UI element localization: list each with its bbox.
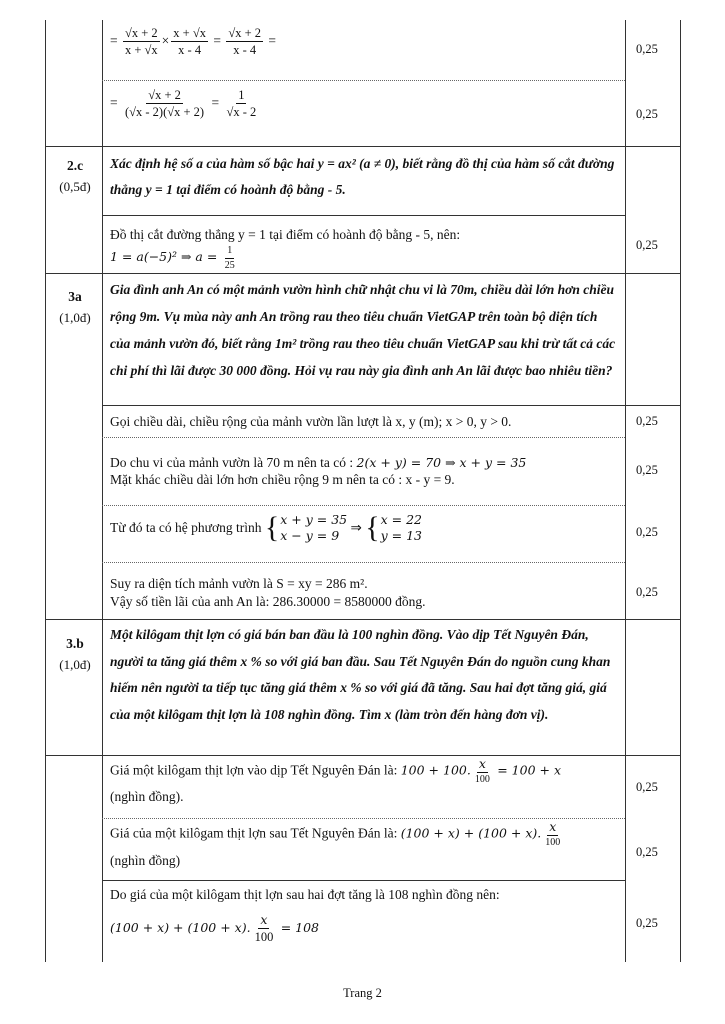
answer-step: Giá một kilôgam thịt lợn vào dịp Tết Nguyên Đán là: 100 + 100. $\frac{x}{100}$ = 100 + x bbox=[110, 756, 561, 786]
answer-step: Do chu vi của mảnh vườn là 70 m nên ta có : 2(x + y) = 70 ⇒ x + y = 35 bbox=[110, 455, 527, 470]
question-label bbox=[44, 287, 106, 328]
fraction: $\frac{1}{25}$ bbox=[224, 245, 235, 271]
fraction: $\frac{x}{100}$ bbox=[545, 819, 561, 849]
score: 0,25 bbox=[636, 845, 658, 859]
section-divider bbox=[45, 146, 681, 147]
score: 0,25 bbox=[636, 42, 658, 56]
answer-step: Suy ra diện tích mảnh vườn là S = xy = 286 m². bbox=[110, 576, 368, 591]
answer-unit: (nghìn đồng). bbox=[110, 789, 184, 804]
answer-math: 1 = a(−5)² ⇒ a = $\frac{1}{25}$ bbox=[110, 245, 235, 271]
answer-unit: (nghìn đồng) bbox=[110, 853, 181, 868]
row-divider bbox=[102, 880, 625, 881]
section-divider bbox=[45, 619, 681, 620]
question-text: Một kilôgam thịt lợn có giá bán ban đầu là 100 nghìn đồng. Vào dịp Tết Nguyên Đán, người ta tăng giá thêm x % so với giá ban đầu. Sau Tết Nguyên Đán do nguồn cung khan hiếm nên người ta tiếp tục tăng giá thêm x % so với giá đã tăng. Sau hai đợt tăng giá, giá của một kilôgam thịt lợn là 108 nghìn đồng. Tìm x (làm tròn đến hàng đơn vị). bbox=[110, 627, 611, 722]
row-divider bbox=[102, 215, 625, 216]
equals-sign: = bbox=[213, 32, 221, 48]
fraction: $\frac{√x + 2}{(√x - 2)(√x + 2)}$ bbox=[125, 88, 205, 120]
fraction: $\frac{√x + 2}{x + √x}$ bbox=[125, 26, 158, 58]
question-points: (0,5đ) bbox=[59, 178, 91, 194]
equals-sign: = bbox=[110, 94, 118, 110]
question-label bbox=[44, 156, 106, 197]
math-step-1 bbox=[110, 26, 276, 58]
math-step-2 bbox=[110, 88, 260, 120]
row-divider-dotted bbox=[102, 562, 625, 563]
answer-step: Mặt khác chiều dài lớn hơn chiều rộng 9 m nên ta có : x - y = 9. bbox=[110, 472, 455, 487]
row-divider-dotted bbox=[102, 80, 625, 81]
fraction: $\frac{x}{100}$ bbox=[474, 756, 490, 786]
score: 0,25 bbox=[636, 585, 658, 599]
times-sign: × bbox=[161, 32, 170, 48]
equals-sign: = bbox=[268, 32, 277, 48]
question-number: 3.b bbox=[66, 636, 84, 651]
equation-system: { x = 22 y = 13 bbox=[365, 510, 422, 544]
implies-arrow: ⇒ bbox=[350, 519, 362, 535]
score: 0,25 bbox=[636, 780, 658, 794]
answer-step: Giá của một kilôgam thịt lợn sau Tết Nguyên Đán là: (100 + x) + (100 + x). $\frac{x}{100}$ bbox=[110, 819, 561, 849]
section-divider bbox=[45, 755, 681, 756]
answer-step: Vậy số tiền lãi của anh An là: 286.30000 = 8580000 đồng. bbox=[110, 594, 426, 609]
score: 0,25 bbox=[636, 414, 658, 428]
row-divider bbox=[102, 405, 680, 406]
question-number: 3a bbox=[68, 289, 82, 304]
score: 0,25 bbox=[636, 916, 658, 930]
fraction: $\frac{1}{√x - 2}$ bbox=[226, 88, 257, 120]
equals-sign: = bbox=[110, 32, 118, 48]
question-label bbox=[44, 634, 106, 675]
row-divider-dotted bbox=[102, 437, 625, 438]
question-points: (1,0đ) bbox=[59, 656, 91, 672]
answer-step: Từ đó ta có hệ phương trình { x + y = 35 x − y = 9 ⇒ { x = 22 y = 13 bbox=[110, 510, 422, 544]
fraction: $\frac{√x + 2}{x - 4}$ bbox=[228, 26, 262, 58]
equals-sign: = bbox=[211, 94, 220, 110]
answer-step: Do giá của một kilôgam thịt lợn sau hai đợt tăng là 108 nghìn đồng nên: bbox=[110, 887, 500, 902]
table-score-divider bbox=[625, 20, 626, 962]
score: 0,25 bbox=[636, 525, 658, 539]
section-divider bbox=[45, 273, 681, 274]
fraction: $\frac{x}{100}$ bbox=[254, 912, 274, 945]
question-text: Gia đình anh An có một mảnh vườn hình chữ nhật chu vi là 70m, chiều dài lớn hơn chiều rộng 9m. Vụ mùa này anh An trồng rau theo tiêu chuẩn VietGAP trên toàn bộ diện tích của mảnh vườn đó, biết rằng 1m² trồng rau theo tiêu chuẩn VietGAP sau khi trừ tất cả các chi phí thì lãi được 30 000 đồng. Hỏi vụ rau này gia đình anh An lãi được bao nhiêu tiền? bbox=[110, 282, 616, 378]
answer-text: Đồ thị cắt đường thẳng y = 1 tại điểm có hoành độ bằng - 5, nên: bbox=[110, 227, 461, 242]
page-footer: Trang 2 bbox=[343, 986, 382, 1000]
score: 0,25 bbox=[636, 107, 658, 121]
row-divider-dotted bbox=[102, 818, 625, 819]
answer-math: (100 + x) + (100 + x). $\frac{x}{100}$ = 108 bbox=[110, 912, 319, 945]
equation-system: { x + y = 35 x − y = 9 bbox=[264, 510, 348, 544]
table-border-right bbox=[680, 20, 681, 962]
row-divider-dotted bbox=[102, 505, 625, 506]
score: 0,25 bbox=[636, 463, 658, 477]
question-number: 2.c bbox=[66, 158, 84, 173]
score: 0,25 bbox=[636, 238, 658, 252]
question-text: Xác định hệ số a của hàm số bậc hai y = ax² (a ≠ 0), biết rằng đồ thị của hàm số cắt đường thẳng y = 1 tại điểm có hoành độ bằng - 5. bbox=[110, 156, 615, 198]
question-points: (1,0đ) bbox=[59, 309, 91, 325]
fraction: $\frac{x + √x}{x - 4}$ bbox=[173, 26, 206, 58]
answer-step: Gọi chiều dài, chiều rộng của mảnh vườn lần lượt là x, y (m); x > 0, y > 0. bbox=[110, 414, 512, 429]
